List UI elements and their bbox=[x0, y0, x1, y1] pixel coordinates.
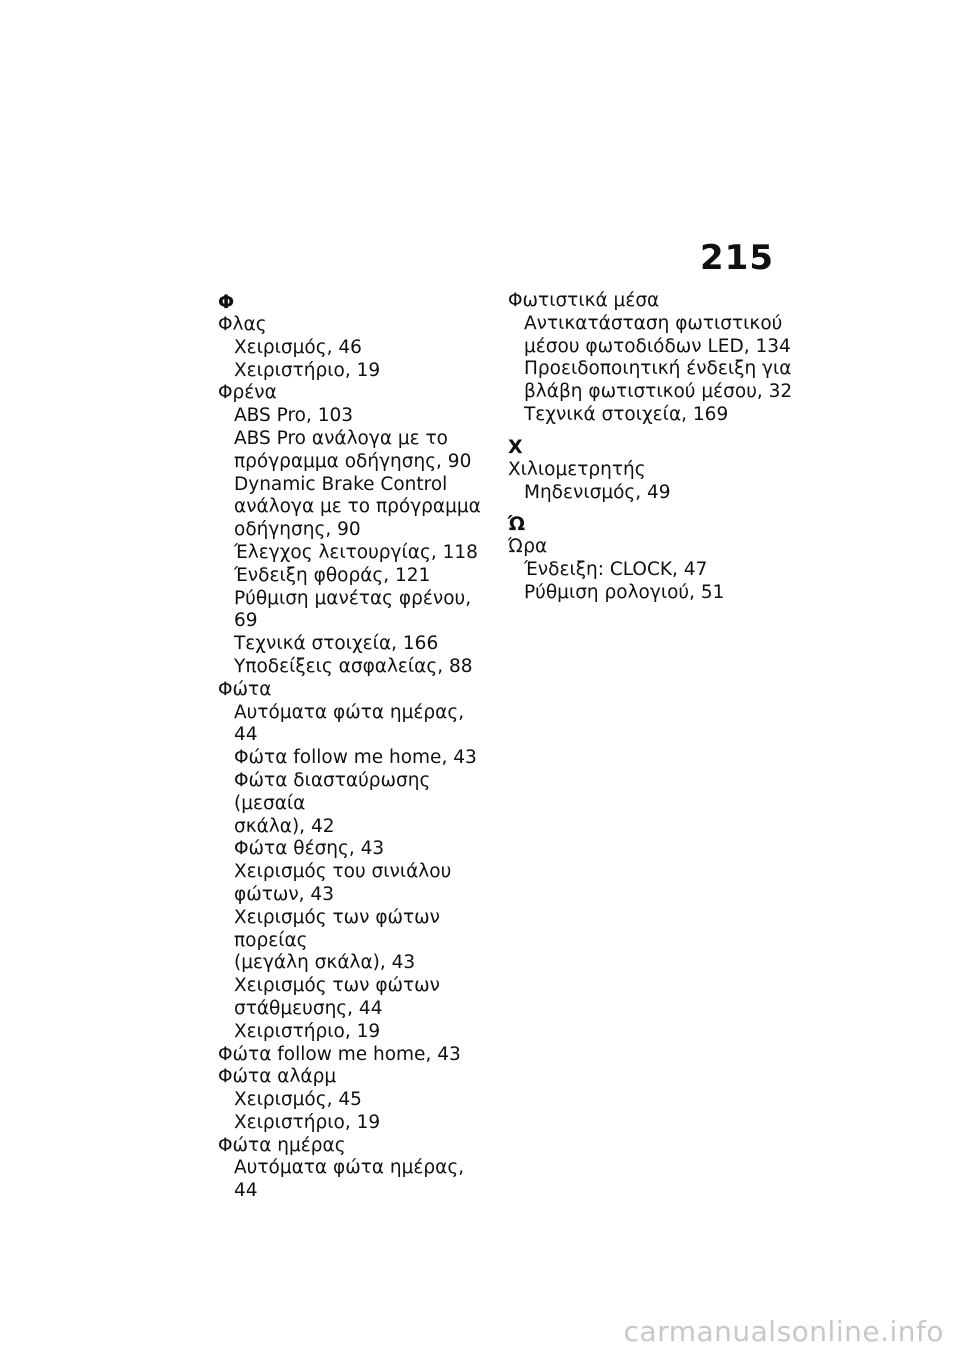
index-subentry: Χειρισμός των φώτων στάθμευσης, 44 bbox=[234, 975, 440, 1019]
index-term: Φώτα ημέρας bbox=[218, 1134, 346, 1156]
letter-heading: Φ bbox=[218, 291, 235, 313]
index-term: Φωτιστικά μέσα bbox=[508, 290, 660, 311]
index-subentry: Αυτόματα φώτα ημέρας, 44 bbox=[234, 701, 465, 746]
index-subentry: Τεχνικά στοιχεία, 166 bbox=[234, 633, 439, 655]
index-entries bbox=[508, 459, 798, 505]
index-subentry: Χειριστήριο, 19 bbox=[234, 1111, 381, 1133]
index-subentry: Χειριστήριο, 19 bbox=[234, 1020, 381, 1042]
index-subentry: Χειριστήριο, 19 bbox=[234, 359, 381, 381]
index-subentry: Ένδειξη φθοράς, 121 bbox=[234, 564, 431, 586]
index-column-right bbox=[508, 290, 798, 605]
index-subentry: Χειρισμός, 45 bbox=[234, 1089, 362, 1111]
index-subentry: Προειδοποιητική ένδειξη για βλάβη φωτιστικού μέσου, 32 bbox=[524, 358, 793, 403]
index-subentry: Ρύθμιση ρολογιού, 51 bbox=[524, 581, 725, 603]
index-term: Φλας bbox=[218, 314, 267, 335]
index-term: Χιλιομετρητής bbox=[508, 458, 646, 480]
index-entries bbox=[218, 314, 488, 1203]
index-term: Φώτα bbox=[218, 678, 272, 700]
index-subentry: ABS Pro ανάλογα με το πρόγραμμα οδήγησης, 90 bbox=[234, 427, 472, 472]
letter-heading: Χ bbox=[508, 435, 523, 458]
index-entries bbox=[508, 290, 798, 427]
index-subentry: Ένδειξη: CLOCK, 47 bbox=[524, 559, 708, 581]
index-subentry: Μηδενισμός, 49 bbox=[524, 481, 671, 503]
index-subentry: Φώτα διασταύρωσης (μεσαία σκάλα), 42 bbox=[234, 769, 431, 837]
index-subentry: Ρύθμιση μανέτας φρένου, 69 bbox=[234, 587, 472, 632]
index-subentry: Έλεγχος λειτουργίας, 118 bbox=[234, 541, 478, 563]
index-column-left bbox=[218, 290, 488, 1203]
index-term: Φώτα αλάρμ bbox=[218, 1066, 337, 1088]
index-subentry: Χειρισμός του σινιάλου φώτων, 43 bbox=[234, 861, 452, 905]
index-subentry: Τεχνικά στοιχεία, 169 bbox=[524, 403, 729, 425]
index-entries bbox=[508, 536, 798, 604]
page-number: 215 bbox=[700, 238, 774, 278]
index-subentry: Υποδείξεις ασφαλείας, 88 bbox=[234, 655, 473, 677]
index-subentry: ABS Pro, 103 bbox=[234, 405, 354, 427]
index-term: Ώρα bbox=[508, 536, 548, 558]
index-subentry: Φώτα θέσης, 43 bbox=[234, 838, 385, 860]
index-sections bbox=[508, 435, 798, 605]
index-subentry: Χειρισμός των φώτων πορείας (μεγάλη σκάλα), 43 bbox=[234, 906, 440, 974]
index-subentry: Αυτόματα φώτα ημέρας, 44 bbox=[234, 1157, 465, 1202]
index-subentry: Φώτα follow me home, 43 bbox=[234, 747, 477, 769]
index-term: Φρένα bbox=[218, 382, 277, 404]
letter-heading: Ώ bbox=[508, 513, 525, 536]
index-subentry: Dynamic Brake Control ανάλογα με το πρόγραμμα οδήγησης, 90 bbox=[234, 473, 481, 541]
watermark: carmanualsonline.info bbox=[623, 1315, 944, 1348]
index-term: Φώτα follow me home, 43 bbox=[218, 1043, 461, 1065]
index-subentry: Χειρισμός, 46 bbox=[234, 336, 362, 358]
index-subentry: Αντικατάσταση φωτιστικού μέσου φωτοδιόδων LED, 134 bbox=[524, 312, 791, 357]
